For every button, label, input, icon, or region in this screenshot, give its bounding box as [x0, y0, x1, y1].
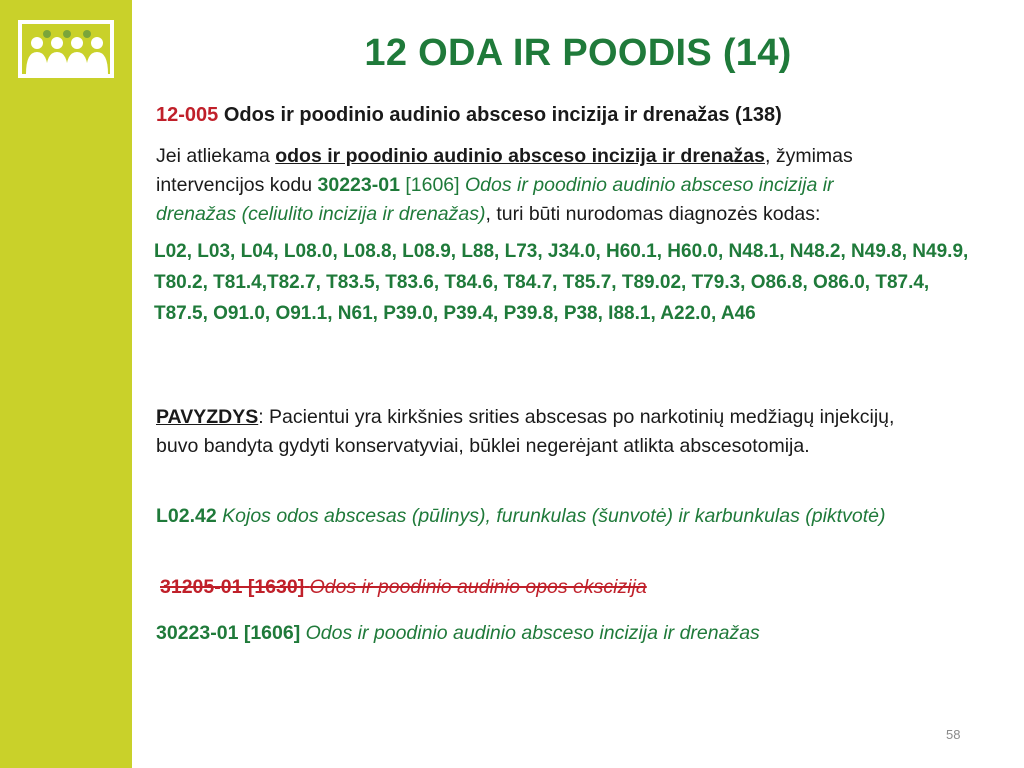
wrong-intervention-desc: Odos ir poodinio audinio opos ekscizija	[309, 576, 647, 598]
page-number: 58	[946, 727, 961, 742]
section-code: 12-005	[156, 104, 219, 126]
procedure-name: odos ir poodinio audinio absceso incizija ir drenažas	[275, 145, 765, 167]
correct-intervention	[156, 619, 936, 648]
example-paragraph	[156, 403, 926, 461]
correct-intervention-code: 30223-01 [1606]	[156, 622, 301, 644]
people-group-logo-icon	[18, 20, 114, 78]
slide-title: 12 ODA IR POODIS (14)	[364, 32, 792, 74]
intro-line-1	[156, 142, 996, 171]
intro-paragraph	[156, 142, 996, 229]
section-heading-text: Odos ir poodinio audinio absceso incizija ir drenažas (138)	[223, 104, 782, 126]
section-heading	[156, 101, 996, 130]
example-text: : Pacientui yra kirkšnies srities abscesas po narkotinių medžiagų injekcijų, buvo bandyta gydyti konservatyviai, būklei negerėjant atlikta abscesotomija.	[156, 406, 895, 457]
diagnosis-desc: Kojos odos abscesas (pūlinys), furunkulas (šunvotė) ir karbunkulas (piktvotė)	[222, 505, 886, 527]
correct-intervention-desc: Odos ir poodinio audinio absceso incizija ir drenažas	[305, 622, 760, 644]
sidebar-band	[0, 0, 132, 768]
wrong-intervention	[160, 573, 940, 602]
intro-text: , žymimas	[764, 145, 853, 167]
intervention-desc-1: Odos ir poodinio audinio absceso incizija ir	[465, 174, 834, 196]
diagnosis-codes-list: L02, L03, L04, L08.0, L08.8, L08.9, L88, L73, J34.0, H60.1, H60.0, N48.1, N48.2, N49.8, N49.9, T80.2, T81.4,T82.7, T83.5, T83.6, T84.6, T84.7, T85.7, T89.02, T79.3, O86.8, O86.0, T87.4, T87.5, O91.0, O91.1, N61, P39.0, P39.4, P39.8, P38, I88.1, A22.0, A46	[154, 241, 969, 324]
intervention-desc-2: drenažas (celiulito incizija ir drenažas)	[156, 203, 486, 225]
example-label: PAVYZDYS	[156, 406, 259, 428]
intro-line-3	[156, 200, 996, 229]
diagnosis-code: L02.42	[156, 505, 217, 527]
intro-text: Jei atliekama	[156, 145, 276, 167]
intro-text: , turi būti nurodomas diagnozės kodas:	[485, 203, 821, 225]
intro-line-2	[156, 171, 996, 200]
intervention-block: [1606]	[399, 174, 465, 196]
diagnosis-example	[156, 502, 936, 531]
intervention-code: 30223-01	[317, 174, 400, 196]
intro-text: intervencijos kodu	[156, 174, 318, 196]
wrong-intervention-code: 31205-01 [1630]	[160, 576, 305, 598]
